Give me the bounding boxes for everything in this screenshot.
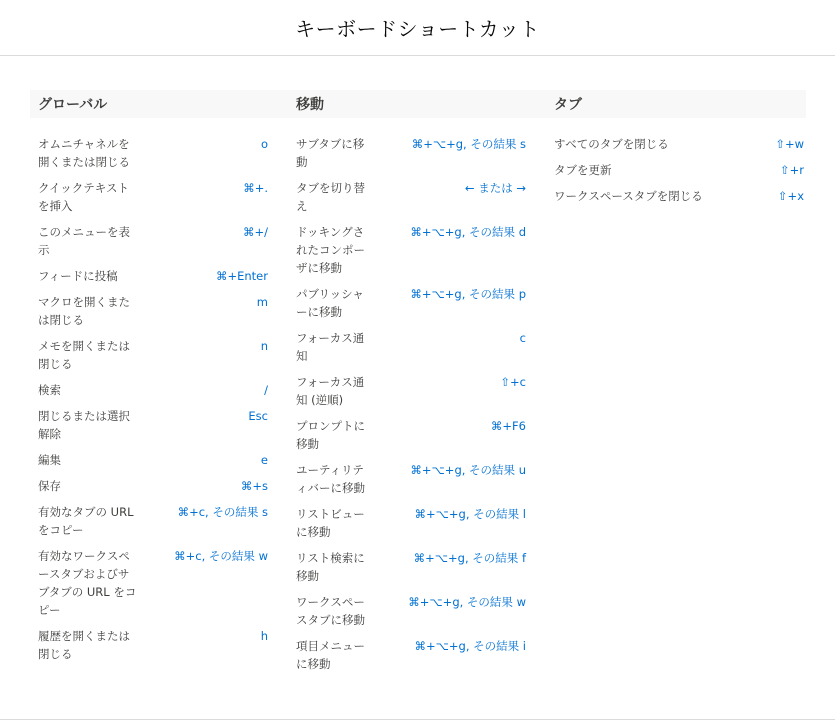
section-tabs [546,90,806,681]
shortcut-row [38,337,270,373]
shortcut-row [38,547,270,619]
shortcut-row [38,267,270,285]
shortcut-row [38,503,270,539]
shortcut-list-navigation [288,118,546,673]
shortcut-key: ⌘+⌥+g, その結果 w [408,595,526,609]
shortcut-description: ワークスペースタブを閉じる [554,189,703,203]
shortcut-description: パブリッシャーに移動 [296,287,364,319]
shortcut-description: 履歴を開くまたは閉じる [38,629,130,661]
shortcut-row [296,417,528,453]
shortcut-row [38,179,270,215]
shortcut-description: ワークスペースタブに移動 [296,595,365,627]
shortcut-row [38,293,270,329]
shortcut-row [296,223,528,277]
shortcut-key: ⇧+w [775,137,804,151]
shortcut-description: 保存 [38,479,61,493]
shortcut-row [296,593,528,629]
shortcut-key: ⌘+⌥+g, その結果 f [413,551,526,565]
shortcut-row [38,451,270,469]
shortcut-key: ⌘+c, その結果 w [174,549,268,563]
shortcut-description: 閉じるまたは選択解除 [38,409,130,441]
shortcut-row [38,135,270,171]
section-heading-global: グローバル [30,90,288,118]
shortcut-description: すべてのタブを閉じる [554,137,669,151]
shortcut-row [554,187,806,205]
shortcut-description: リスト検索に移動 [296,551,365,583]
shortcut-description: マクロを開くまたは閉じる [38,295,130,327]
shortcut-content [30,90,806,681]
shortcut-row [296,461,528,497]
shortcut-columns [30,90,806,681]
shortcut-description: フィードに投稿 [38,269,118,283]
shortcut-key: ⌘+⌥+g, その結果 u [410,463,526,477]
shortcut-key: ⌘+⌥+g, その結果 d [410,225,526,239]
section-navigation [288,90,546,681]
shortcut-row [38,223,270,259]
shortcut-key: ⌘+c, その結果 s [177,505,268,519]
shortcut-key: ⌘+Enter [215,269,268,283]
shortcut-description: 項目メニューに移動 [296,639,365,671]
shortcut-description: 検索 [38,383,61,397]
shortcut-key: ⌘+⌥+g, その結果 l [414,507,526,521]
shortcut-row [38,381,270,399]
shortcut-key: ← または → [464,181,526,195]
shortcut-description: オムニチャネルを開くまたは閉じる [38,137,130,169]
shortcut-row [296,549,528,585]
shortcut-key: ⌘+⌥+g, その結果 s [411,137,526,151]
shortcut-description: このメニューを表示 [38,225,130,257]
modal-title: キーボードショートカット [295,17,540,41]
shortcut-key: c [519,331,526,345]
section-global [30,90,288,681]
shortcut-key: ⌘+F6 [490,419,526,433]
shortcut-description: フォーカス通知 (逆順) [296,375,365,407]
shortcut-row [296,329,528,365]
shortcut-row [296,179,528,215]
shortcut-list-global [30,118,288,663]
section-heading-tabs: タブ [546,90,806,118]
shortcut-key: / [264,383,268,397]
footer-divider [0,719,835,720]
shortcut-list-tabs [546,118,806,205]
shortcut-key: ⌘+⌥+g, その結果 i [414,639,526,653]
shortcut-row [38,627,270,663]
shortcut-description: プロンプトに移動 [296,419,365,451]
shortcut-description: ドッキングされたコンポーザに移動 [296,225,365,275]
shortcut-description: 有効なタブの URL をコピー [38,505,134,537]
shortcut-row [554,161,806,179]
shortcut-key: e [260,453,268,467]
shortcut-key: ⌘+. [243,181,268,195]
shortcut-description: タブを切り替え [296,181,365,213]
section-heading-navigation: 移動 [288,90,546,118]
shortcut-description: ユーティリティバーに移動 [296,463,365,495]
shortcut-key: h [260,629,268,643]
shortcut-row [296,505,528,541]
shortcut-key: n [260,339,268,353]
shortcut-description: クイックテキストを挿入 [38,181,129,213]
shortcut-key: m [256,295,268,309]
shortcut-row [554,135,806,153]
shortcut-description: メモを開くまたは閉じる [38,339,130,371]
shortcut-description: リストビューに移動 [296,507,365,539]
shortcut-description: サブタブに移動 [296,137,365,169]
modal-header [0,0,835,56]
shortcut-key: Esc [248,409,268,423]
shortcut-row [38,477,270,495]
shortcut-description: 有効なワークスペースタブおよびサブタブの URL をコピー [38,549,137,617]
shortcut-description: フォーカス通知 [296,331,365,363]
shortcut-row [296,135,528,171]
shortcut-row [296,285,528,321]
shortcut-description: タブを更新 [554,163,612,177]
shortcut-key: ⇧+c [500,375,526,389]
shortcut-key: ⇧+r [780,163,804,177]
shortcut-key: ⇧+x [777,189,804,203]
shortcut-row [296,373,528,409]
shortcut-row [296,637,528,673]
shortcut-row [38,407,270,443]
shortcut-key: o [260,137,268,151]
shortcut-key: ⌘+⌥+g, その結果 p [410,287,526,301]
shortcut-key: ⌘+s [240,479,268,493]
shortcut-description: 編集 [38,453,61,467]
shortcut-key: ⌘+/ [242,225,268,239]
